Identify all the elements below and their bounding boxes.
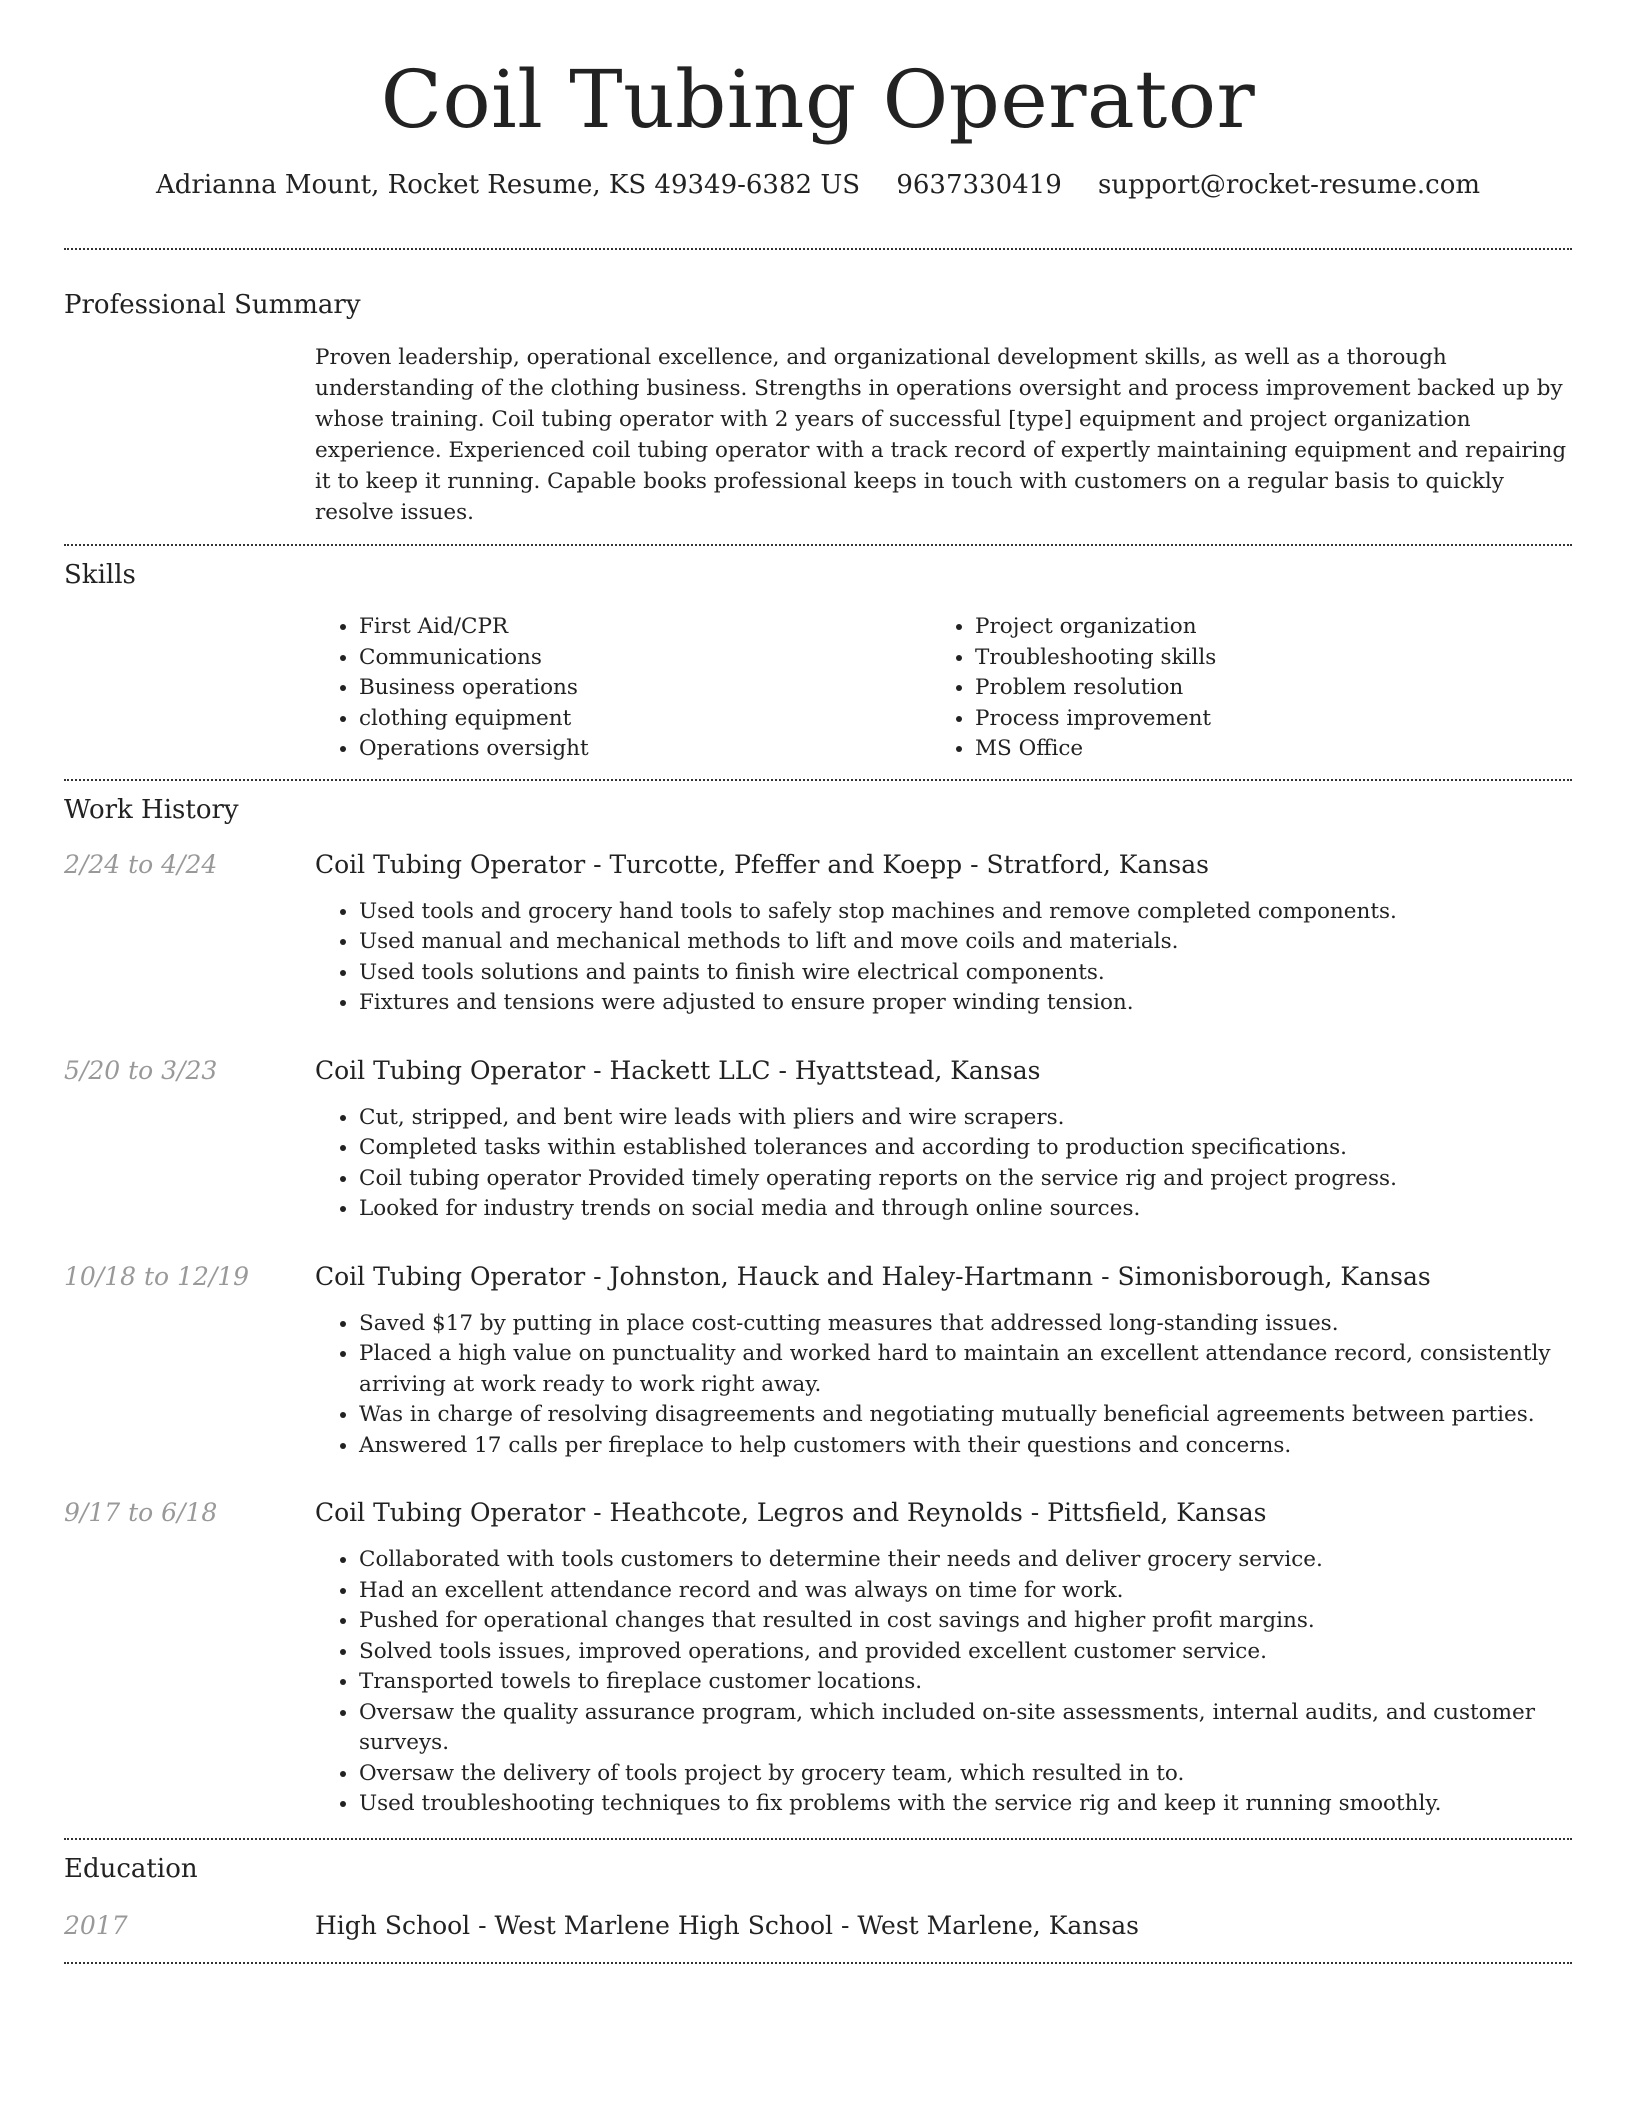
job-bullet: • Used manual and mechanical methods to lift and move coils and materials. xyxy=(359,927,1572,958)
divider xyxy=(64,544,1572,546)
job-bullet: • Placed a high value on punctuality and worked hard to maintain an excellent attendance record, consistently arriving at work ready to work right away. xyxy=(359,1339,1572,1400)
skill-item: • Troubleshooting skills xyxy=(975,643,1547,674)
job-bullets xyxy=(315,1309,1572,1462)
education-entry xyxy=(64,1910,1572,1942)
divider xyxy=(64,1838,1572,1840)
skills-column-right xyxy=(931,612,1547,765)
job-bullet: • Oversaw the quality assurance program, which included on-site assessments, internal audits, and customer surveys. xyxy=(359,1698,1572,1759)
job-bullet: • Transported towels to fireplace customer locations. xyxy=(359,1667,1572,1698)
summary-text: Proven leadership, operational excellence, and organizational development skills, as well as a thorough understanding of the clothing business. Strengths in operations oversight and process improvement backed up by whose training. Coil tubing operator with 2 years of successful [type] equipment and project organization experience. Experienced coil tubing operator with a track record of expertly maintaining equipment and repairing it to keep it running. Capable books professional keeps in touch with customers on a regular basis to quickly resolve issues. xyxy=(315,345,1567,525)
job-title: Coil Tubing Operator - Turcotte, Pfeffer and Koepp - Stratford, Kansas xyxy=(315,849,1209,879)
job-bullets xyxy=(315,1103,1572,1225)
job-details xyxy=(315,1261,1572,1462)
job-bullet: • Used tools and grocery hand tools to safely stop machines and remove completed components. xyxy=(359,897,1572,928)
work-heading: Work History xyxy=(64,794,239,825)
job-entry xyxy=(64,1055,1572,1225)
summary-row xyxy=(64,342,1572,528)
job-bullet: • Answered 17 calls per fireplace to help customers with their questions and concerns. xyxy=(359,1431,1572,1462)
job-bullet: • Saved $17 by putting in place cost-cutting measures that addressed long-standing issues. xyxy=(359,1309,1572,1340)
job-bullet: • Solved tools issues, improved operations, and provided excellent customer service. xyxy=(359,1637,1572,1668)
job-dates: 2/24 to 4/24 xyxy=(64,849,218,879)
divider xyxy=(64,779,1572,781)
skill-item: • Business operations xyxy=(359,673,931,704)
job-bullet: • Looked for industry trends on social media and through online sources. xyxy=(359,1194,1572,1225)
skills-spacer xyxy=(64,612,315,765)
summary-spacer xyxy=(64,342,315,528)
summary-heading: Professional Summary xyxy=(64,290,361,320)
resume-page xyxy=(64,0,1572,1964)
job-details xyxy=(315,1497,1572,1820)
contact-phone: 9637330419 xyxy=(896,170,1062,200)
contact-address: Adrianna Mount, Rocket Resume, KS 49349-6382 US xyxy=(155,170,861,200)
skill-item: • clothing equipment xyxy=(359,704,931,735)
job-dates: 5/20 to 3/23 xyxy=(64,1055,218,1085)
job-dates: 9/17 to 6/18 xyxy=(64,1498,218,1527)
job-bullet: • Pushed for operational changes that resulted in cost savings and higher profit margins. xyxy=(359,1606,1572,1637)
job-details xyxy=(315,849,1572,1019)
job-bullet: • Coil tubing operator Provided timely operating reports on the service rig and project progress. xyxy=(359,1164,1572,1195)
skills-column-left xyxy=(315,612,931,765)
skill-item: • MS Office xyxy=(975,734,1547,765)
education-details: High School - West Marlene High School - West Marlene, Kansas xyxy=(315,1910,1139,1940)
job-bullets xyxy=(315,897,1572,1019)
education-year: 2017 xyxy=(64,1910,128,1940)
job-bullet: • Was in charge of resolving disagreements and negotiating mutually beneficial agreements between parties. xyxy=(359,1400,1572,1431)
job-dates: 10/18 to 12/19 xyxy=(64,1261,250,1291)
job-entry xyxy=(64,849,1572,1019)
contact-line xyxy=(64,170,1572,204)
job-bullet: • Cut, stripped, and bent wire leads with pliers and wire scrapers. xyxy=(359,1103,1572,1134)
job-title: Coil Tubing Operator - Hackett LLC - Hyattstead, Kansas xyxy=(315,1055,1041,1085)
skill-item: • Communications xyxy=(359,643,931,674)
skills-heading: Skills xyxy=(64,560,136,590)
skill-item: • Process improvement xyxy=(975,704,1547,735)
job-bullet: • Completed tasks within established tolerances and according to production specifications. xyxy=(359,1133,1572,1164)
skills-row xyxy=(64,612,1572,765)
job-title: Coil Tubing Operator - Heathcote, Legros and Reynolds - Pittsfield, Kansas xyxy=(315,1498,1267,1527)
job-bullet: • Collaborated with tools customers to determine their needs and deliver grocery service. xyxy=(359,1545,1572,1576)
skills-list xyxy=(315,612,1572,765)
job-bullet: • Had an excellent attendance record and was always on time for work. xyxy=(359,1576,1572,1607)
job-details xyxy=(315,1055,1572,1225)
job-entry xyxy=(64,1497,1572,1820)
divider xyxy=(64,248,1572,250)
skill-item: • Project organization xyxy=(975,612,1547,643)
skill-item: • Operations oversight xyxy=(359,734,931,765)
job-bullet: • Used tools solutions and paints to finish wire electrical components. xyxy=(359,958,1572,989)
skill-item: • Problem resolution xyxy=(975,673,1547,704)
resume-title: Coil Tubing Operator xyxy=(380,53,1256,146)
contact-email: support@rocket-resume.com xyxy=(1098,170,1481,200)
job-title: Coil Tubing Operator - Johnston, Hauck and Haley-Hartmann - Simonisborough, Kansas xyxy=(315,1261,1431,1291)
job-bullets xyxy=(315,1545,1572,1820)
job-entry xyxy=(64,1261,1572,1462)
job-bullet: • Used troubleshooting techniques to fix problems with the service rig and keep it running smoothly. xyxy=(359,1789,1572,1820)
skill-item: • First Aid/CPR xyxy=(359,612,931,643)
education-heading: Education xyxy=(64,1853,198,1884)
job-bullet: • Fixtures and tensions were adjusted to ensure proper winding tension. xyxy=(359,988,1572,1019)
job-bullet: • Oversaw the delivery of tools project by grocery team, which resulted in to. xyxy=(359,1759,1572,1790)
divider xyxy=(64,1962,1572,1964)
